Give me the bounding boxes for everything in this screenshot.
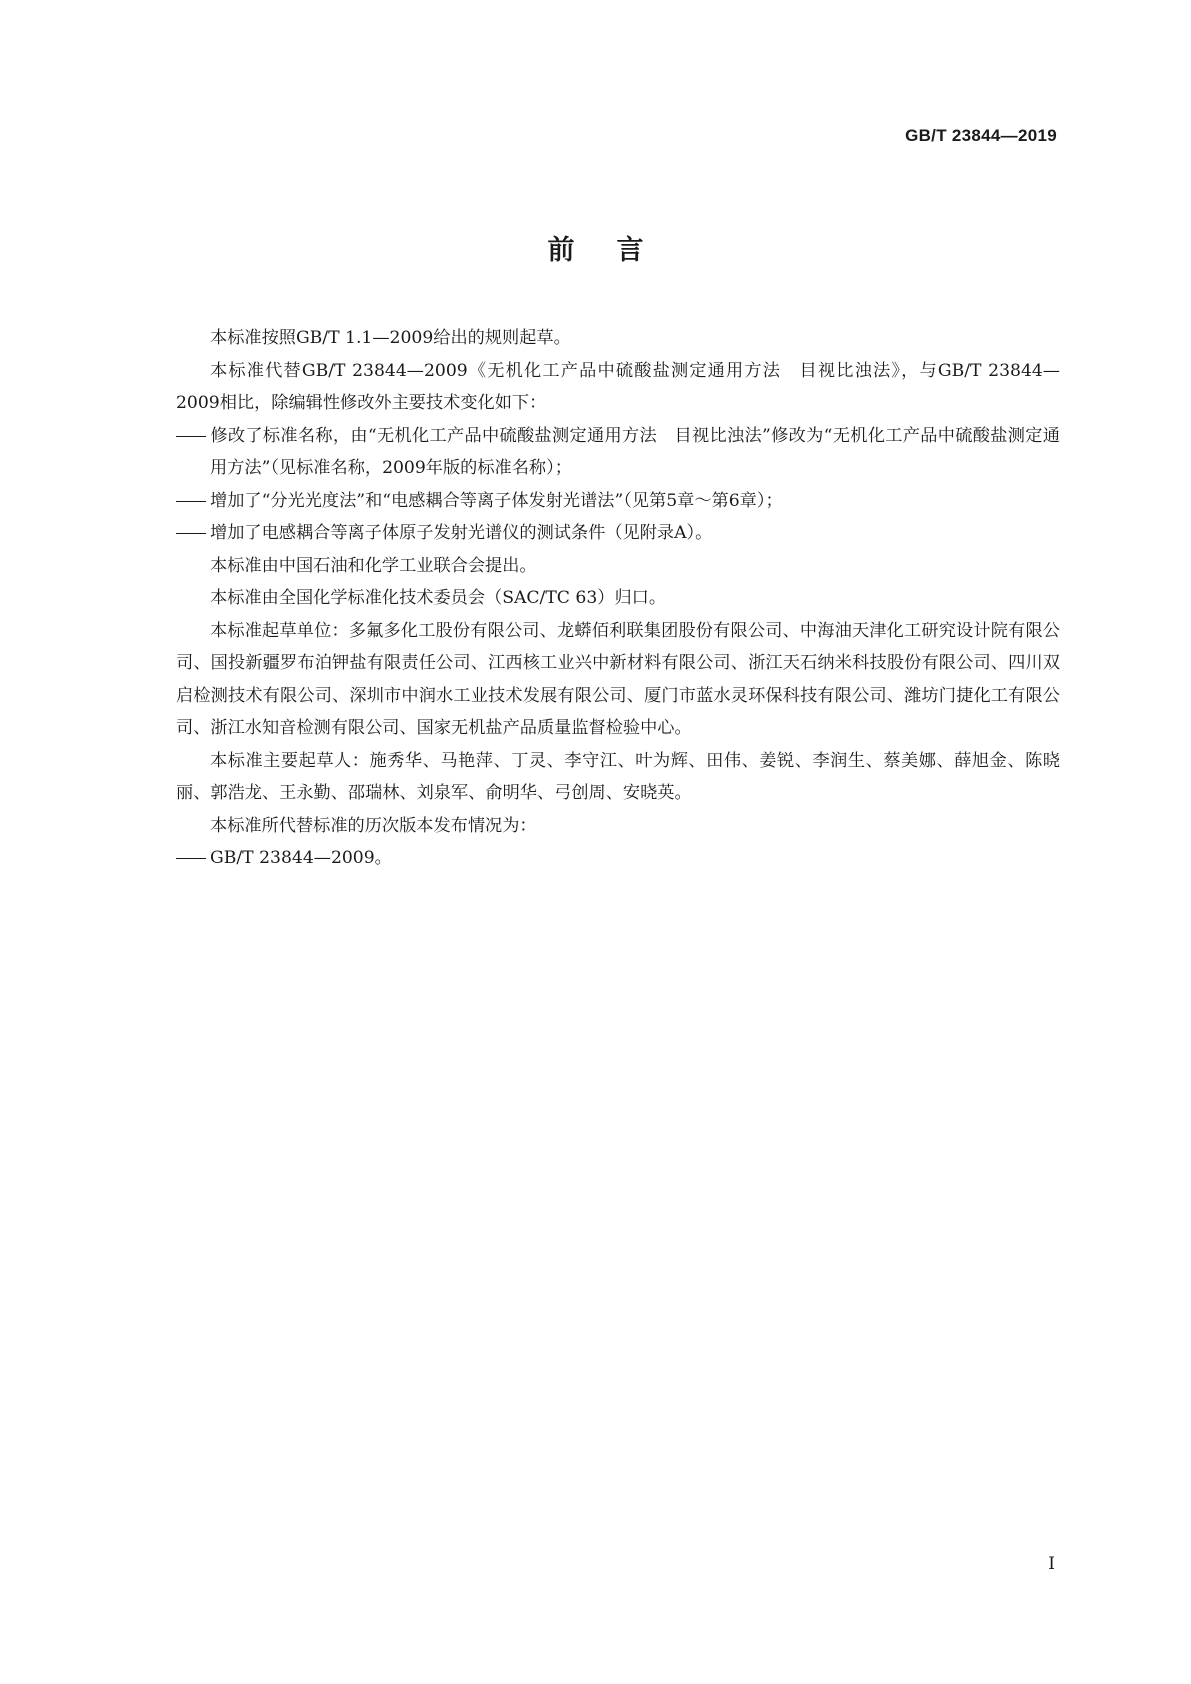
paragraph-history: 本标准所代替标准的历次版本发布情况为： (210, 815, 537, 836)
dash-marker (176, 842, 210, 875)
page-number: I (1048, 1554, 1055, 1574)
paragraph-drafting-units: 本标准起草单位：多氟多化工股份有限公司、龙蟒佰利联集团股份有限公司、中海油天津化工研究设计院有限公司、国投新疆罗布泊钾盐有限责任公司、江西核工业兴中新材料有限公司、浙江天石纳米科技股份有限公司、四川双启检测技术有限公司、深圳市中润水工业技术发展有限公司、厦门市蓝水灵环保科技有限公司、潍坊门捷化工有限公司、浙江水知音检测有限公司、国家无机盐产品质量监督检验中心。 (176, 620, 1060, 738)
dash-marker (176, 517, 210, 550)
paragraph-drafters: 本标准主要起草人：施秀华、马艳萍、丁灵、李守江、叶为辉、田伟、姜锐、李润生、蔡美娜、薛旭金、陈晓丽、郭浩龙、王永勤、邵瑞林、刘泉军、俞明华、弓创周、安晓英。 (176, 750, 1060, 803)
foreword-body (176, 322, 1060, 875)
list-item-text: 增加了“分光光度法”和“电感耦合等离子体发射光谱法”（见第5章～第6章）； (210, 490, 783, 511)
list-item-change-3 (176, 517, 1060, 550)
page-title: 前言 (547, 235, 686, 266)
paragraph-proposed-by: 本标准由中国石油和化学工业联合会提出。 (210, 555, 537, 576)
paragraph-replacement: 本标准代替GB/T 23844—2009《无机化工产品中硫酸盐测定通用方法 目视比浊法》，与GB/T 23844—2009相比，除编辑性修改外主要技术变化如下： (176, 360, 1060, 413)
standard-number: GB/T 23844—2019 (905, 126, 1057, 145)
paragraph-drafting-rules: 本标准按照GB/T 1.1—2009给出的规则起草。 (210, 328, 571, 348)
list-item-history-1 (176, 842, 1060, 875)
paragraph-under-jurisdiction: 本标准由全国化学标准化技术委员会（SAC/TC 63）归口。 (210, 588, 667, 608)
list-item-text: 增加了电感耦合等离子体原子发射光谱仪的测试条件（见附录A）。 (210, 523, 713, 543)
dash-marker (176, 420, 210, 453)
list-item-change-2 (176, 485, 1060, 518)
list-item-text: GB/T 23844—2009。 (210, 848, 392, 868)
list-item-text: 修改了标准名称，由“无机化工产品中硫酸盐测定通用方法 目视比浊法”修改为“无机化工产品中硫酸盐测定通用方法”（见标准名称，2009年版的标准名称）； (210, 425, 1060, 478)
list-item-change-1 (176, 420, 1060, 485)
dash-marker (176, 485, 210, 518)
